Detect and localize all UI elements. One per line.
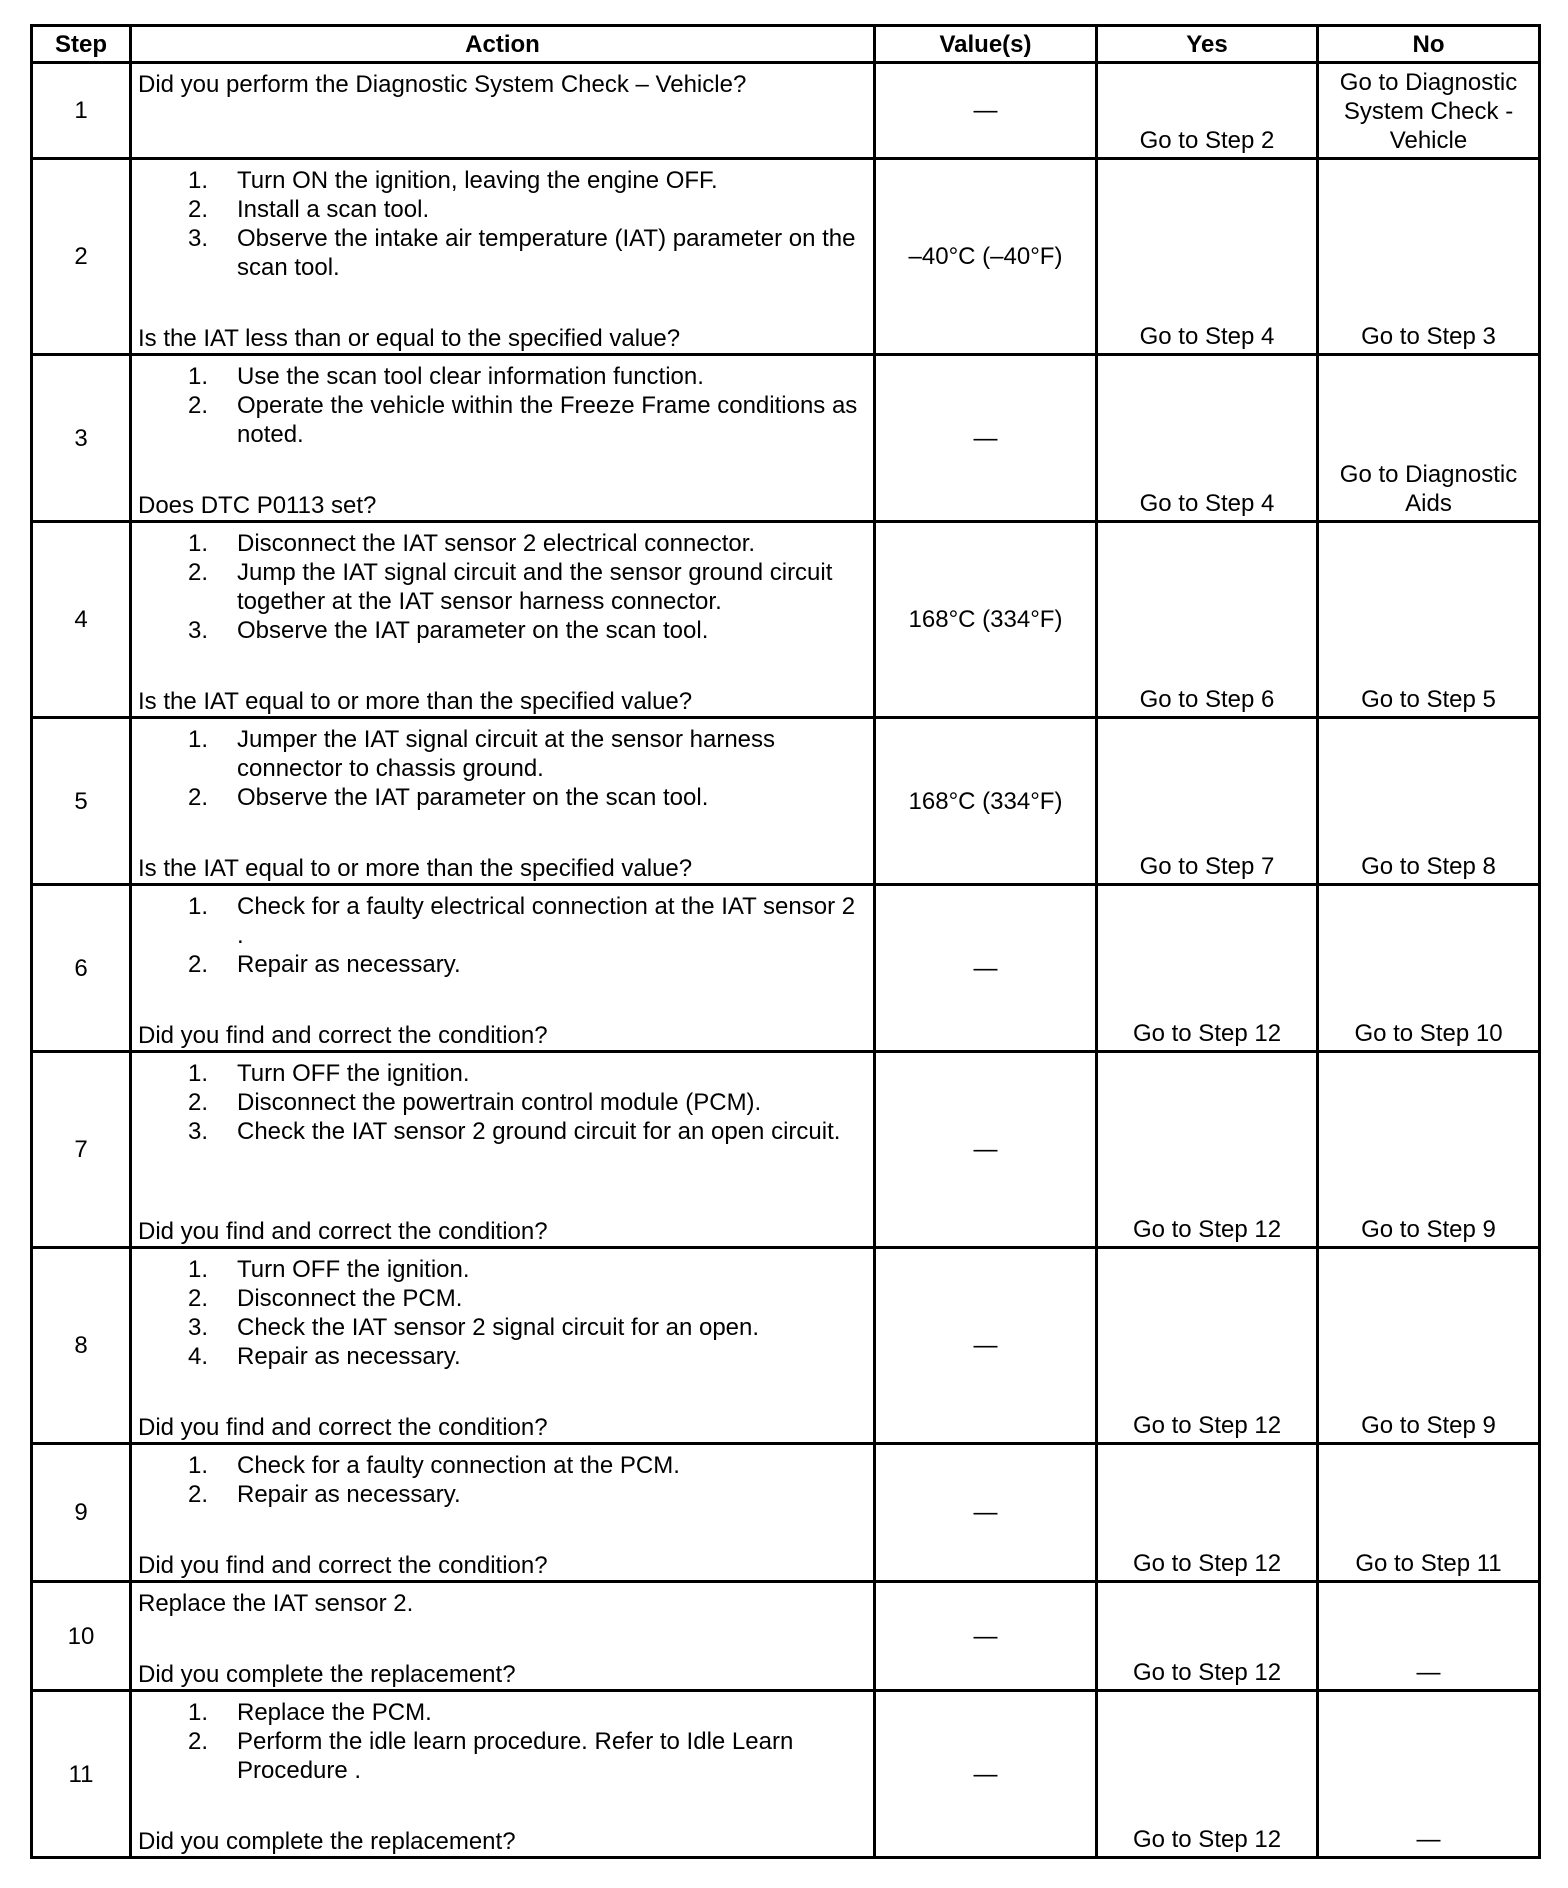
no-cell: Go to Step 10 — [1318, 885, 1540, 1052]
action-cell — [131, 522, 875, 718]
substep-item — [138, 1451, 867, 1480]
action-question: Did you find and correct the condition? — [138, 1414, 548, 1441]
yes-cell: Go to Step 7 — [1097, 718, 1318, 885]
substep-text: Disconnect the IAT sensor 2 electrical connector. — [237, 530, 756, 557]
diagnostic-table — [30, 24, 1541, 1859]
substep-text: Turn OFF the ignition. — [237, 1060, 470, 1087]
action-instructions — [138, 529, 867, 645]
no-cell: Go to Step 9 — [1318, 1248, 1540, 1444]
yes-cell: Go to Step 12 — [1097, 1248, 1318, 1444]
yes-cell: Go to Step 12 — [1097, 885, 1318, 1052]
substep-number: 1. — [188, 167, 209, 194]
action-instructions — [138, 1451, 867, 1509]
substep-number: 4. — [188, 1343, 209, 1370]
no-cell: Go to Step 11 — [1318, 1444, 1540, 1582]
yes-cell: Go to Step 12 — [1097, 1052, 1318, 1248]
no-cell: Go to Diagnostic System Check - Vehicle — [1318, 63, 1540, 159]
yes-cell: Go to Step 4 — [1097, 355, 1318, 522]
no-cell: Go to Diagnostic Aids — [1318, 355, 1540, 522]
value-cell: — — [875, 1248, 1097, 1444]
substep-number: 1. — [188, 363, 209, 390]
substep-list — [138, 1698, 867, 1785]
substep-text: Jump the IAT signal circuit and the sensor ground circuit together at the IAT sensor harness connector. — [237, 559, 833, 615]
substep-list — [138, 1255, 867, 1371]
no-cell: Go to Step 9 — [1318, 1052, 1540, 1248]
substep-number: 1. — [188, 893, 209, 920]
yes-cell: Go to Step 12 — [1097, 1582, 1318, 1691]
step-number: 9 — [32, 1444, 131, 1582]
substep-list — [138, 725, 867, 812]
table-row — [32, 1691, 1540, 1858]
substep-item — [138, 362, 867, 391]
substep-item — [138, 725, 867, 783]
substep-text: Check for a faulty electrical connection at the IAT sensor 2 . — [237, 893, 856, 949]
action-question: Did you find and correct the condition? — [138, 1552, 548, 1579]
table-row — [32, 1444, 1540, 1582]
step-number: 5 — [32, 718, 131, 885]
table-row — [32, 159, 1540, 355]
substep-number: 1. — [188, 726, 209, 753]
value-cell: — — [875, 885, 1097, 1052]
substep-text: Perform the idle learn procedure. Refer to Idle Learn Procedure . — [237, 1728, 794, 1784]
table-row — [32, 355, 1540, 522]
action-question: Did you complete the replacement? — [138, 1828, 516, 1855]
substep-text: Operate the vehicle within the Freeze Frame conditions as noted. — [237, 392, 858, 448]
substep-item — [138, 950, 867, 979]
substep-item — [138, 616, 867, 645]
no-cell: Go to Step 8 — [1318, 718, 1540, 885]
substep-number: 2. — [188, 784, 209, 811]
yes-cell: Go to Step 6 — [1097, 522, 1318, 718]
header-row — [32, 26, 1540, 63]
substep-text: Disconnect the PCM. — [237, 1285, 463, 1312]
substep-number: 2. — [188, 1285, 209, 1312]
substep-item — [138, 1117, 867, 1146]
substep-item — [138, 195, 867, 224]
value-cell: — — [875, 1582, 1097, 1691]
substep-item — [138, 166, 867, 195]
no-cell: — — [1318, 1691, 1540, 1858]
step-number: 6 — [32, 885, 131, 1052]
substep-list — [138, 166, 867, 282]
action-cell — [131, 885, 875, 1052]
substep-text: Repair as necessary. — [237, 1343, 461, 1370]
no-cell: Go to Step 5 — [1318, 522, 1540, 718]
header-action: Action — [131, 26, 875, 63]
action-intro: Did you perform the Diagnostic System Check – Vehicle? — [138, 71, 747, 98]
substep-text: Install a scan tool. — [237, 196, 430, 223]
action-cell — [131, 1052, 875, 1248]
substep-text: Use the scan tool clear information function. — [237, 363, 704, 390]
value-cell: — — [875, 1444, 1097, 1582]
value-cell: 168°C (334°F) — [875, 718, 1097, 885]
substep-item — [138, 1284, 867, 1313]
substep-text: Jumper the IAT signal circuit at the sensor harness connector to chassis ground. — [237, 726, 776, 782]
substep-item — [138, 1059, 867, 1088]
substep-number: 1. — [188, 1699, 209, 1726]
substep-number: 2. — [188, 1728, 209, 1755]
substep-text: Repair as necessary. — [237, 1481, 461, 1508]
value-cell: 168°C (334°F) — [875, 522, 1097, 718]
action-cell — [131, 1691, 875, 1858]
substep-item — [138, 1313, 867, 1342]
step-number: 4 — [32, 522, 131, 718]
substep-text: Turn ON the ignition, leaving the engine OFF. — [237, 167, 718, 194]
substep-number: 1. — [188, 1452, 209, 1479]
step-number: 7 — [32, 1052, 131, 1248]
substep-number: 2. — [188, 196, 209, 223]
table-row — [32, 1248, 1540, 1444]
substep-item — [138, 1698, 867, 1727]
table-row — [32, 522, 1540, 718]
substep-text: Replace the PCM. — [237, 1699, 432, 1726]
substep-number: 3. — [188, 225, 209, 252]
substep-item — [138, 783, 867, 812]
yes-cell: Go to Step 4 — [1097, 159, 1318, 355]
substep-item — [138, 558, 867, 616]
substep-number: 2. — [188, 392, 209, 419]
action-question: Is the IAT equal to or more than the specified value? — [138, 855, 693, 882]
header-step: Step — [32, 26, 131, 63]
action-cell — [131, 1248, 875, 1444]
substep-item — [138, 1342, 867, 1371]
action-question: Did you complete the replacement? — [138, 1661, 516, 1688]
no-cell: Go to Step 3 — [1318, 159, 1540, 355]
action-cell — [131, 355, 875, 522]
action-question: Did you find and correct the condition? — [138, 1022, 548, 1049]
action-instructions — [138, 166, 867, 282]
action-question: Is the IAT less than or equal to the specified value? — [138, 325, 681, 352]
value-cell: — — [875, 63, 1097, 159]
substep-item — [138, 529, 867, 558]
yes-cell: Go to Step 12 — [1097, 1691, 1318, 1858]
action-intro: Replace the IAT sensor 2. — [138, 1590, 414, 1617]
header-no: No — [1318, 26, 1540, 63]
substep-text: Check for a faulty connection at the PCM. — [237, 1452, 680, 1479]
substep-item — [138, 1088, 867, 1117]
action-cell — [131, 63, 875, 159]
table-row — [32, 718, 1540, 885]
substep-list — [138, 1059, 867, 1146]
substep-item — [138, 224, 867, 282]
no-cell: — — [1318, 1582, 1540, 1691]
action-cell — [131, 159, 875, 355]
substep-number: 1. — [188, 1256, 209, 1283]
substep-text: Observe the IAT parameter on the scan tool. — [237, 617, 709, 644]
value-cell: –40°C (–40°F) — [875, 159, 1097, 355]
action-cell — [131, 1582, 875, 1691]
action-question: Did you find and correct the condition? — [138, 1218, 548, 1245]
value-cell: — — [875, 1052, 1097, 1248]
substep-text: Observe the intake air temperature (IAT) parameter on the scan tool. — [237, 225, 856, 281]
yes-cell: Go to Step 12 — [1097, 1444, 1318, 1582]
step-number: 2 — [32, 159, 131, 355]
action-instructions — [138, 1059, 867, 1146]
step-number: 10 — [32, 1582, 131, 1691]
substep-text: Observe the IAT parameter on the scan tool. — [237, 784, 709, 811]
substep-list — [138, 362, 867, 449]
step-number: 1 — [32, 63, 131, 159]
substep-number: 3. — [188, 617, 209, 644]
action-instructions — [138, 892, 867, 979]
substep-item — [138, 892, 867, 950]
substep-number: 2. — [188, 951, 209, 978]
action-instructions — [138, 362, 867, 449]
substep-number: 1. — [188, 1060, 209, 1087]
action-instructions — [138, 1255, 867, 1371]
header-yes: Yes — [1097, 26, 1318, 63]
substep-number: 3. — [188, 1118, 209, 1145]
step-number: 3 — [32, 355, 131, 522]
table-row — [32, 1052, 1540, 1248]
substep-list — [138, 1451, 867, 1509]
substep-list — [138, 529, 867, 645]
substep-text: Disconnect the powertrain control module (PCM). — [237, 1089, 762, 1116]
value-cell: — — [875, 1691, 1097, 1858]
substep-item — [138, 391, 867, 449]
step-number: 11 — [32, 1691, 131, 1858]
action-instructions — [138, 725, 867, 812]
header-value: Value(s) — [875, 26, 1097, 63]
substep-number: 2. — [188, 1089, 209, 1116]
table-row — [32, 1582, 1540, 1691]
substep-number: 1. — [188, 530, 209, 557]
action-question: Is the IAT equal to or more than the specified value? — [138, 688, 693, 715]
substep-text: Repair as necessary. — [237, 951, 461, 978]
substep-item — [138, 1727, 867, 1785]
action-instructions — [138, 1698, 867, 1785]
substep-text: Check the IAT sensor 2 ground circuit for an open circuit. — [237, 1118, 841, 1145]
table-row — [32, 63, 1540, 159]
substep-text: Turn OFF the ignition. — [237, 1256, 470, 1283]
substep-number: 2. — [188, 559, 209, 586]
substep-number: 2. — [188, 1481, 209, 1508]
action-question: Does DTC P0113 set? — [138, 492, 377, 519]
step-number: 8 — [32, 1248, 131, 1444]
substep-number: 3. — [188, 1314, 209, 1341]
substep-item — [138, 1480, 867, 1509]
yes-cell: Go to Step 2 — [1097, 63, 1318, 159]
table-row — [32, 885, 1540, 1052]
substep-list — [138, 892, 867, 979]
substep-item — [138, 1255, 867, 1284]
value-cell: — — [875, 355, 1097, 522]
action-instructions — [138, 70, 867, 99]
action-cell — [131, 1444, 875, 1582]
action-cell — [131, 718, 875, 885]
action-instructions — [138, 1589, 867, 1618]
substep-text: Check the IAT sensor 2 signal circuit for an open. — [237, 1314, 760, 1341]
